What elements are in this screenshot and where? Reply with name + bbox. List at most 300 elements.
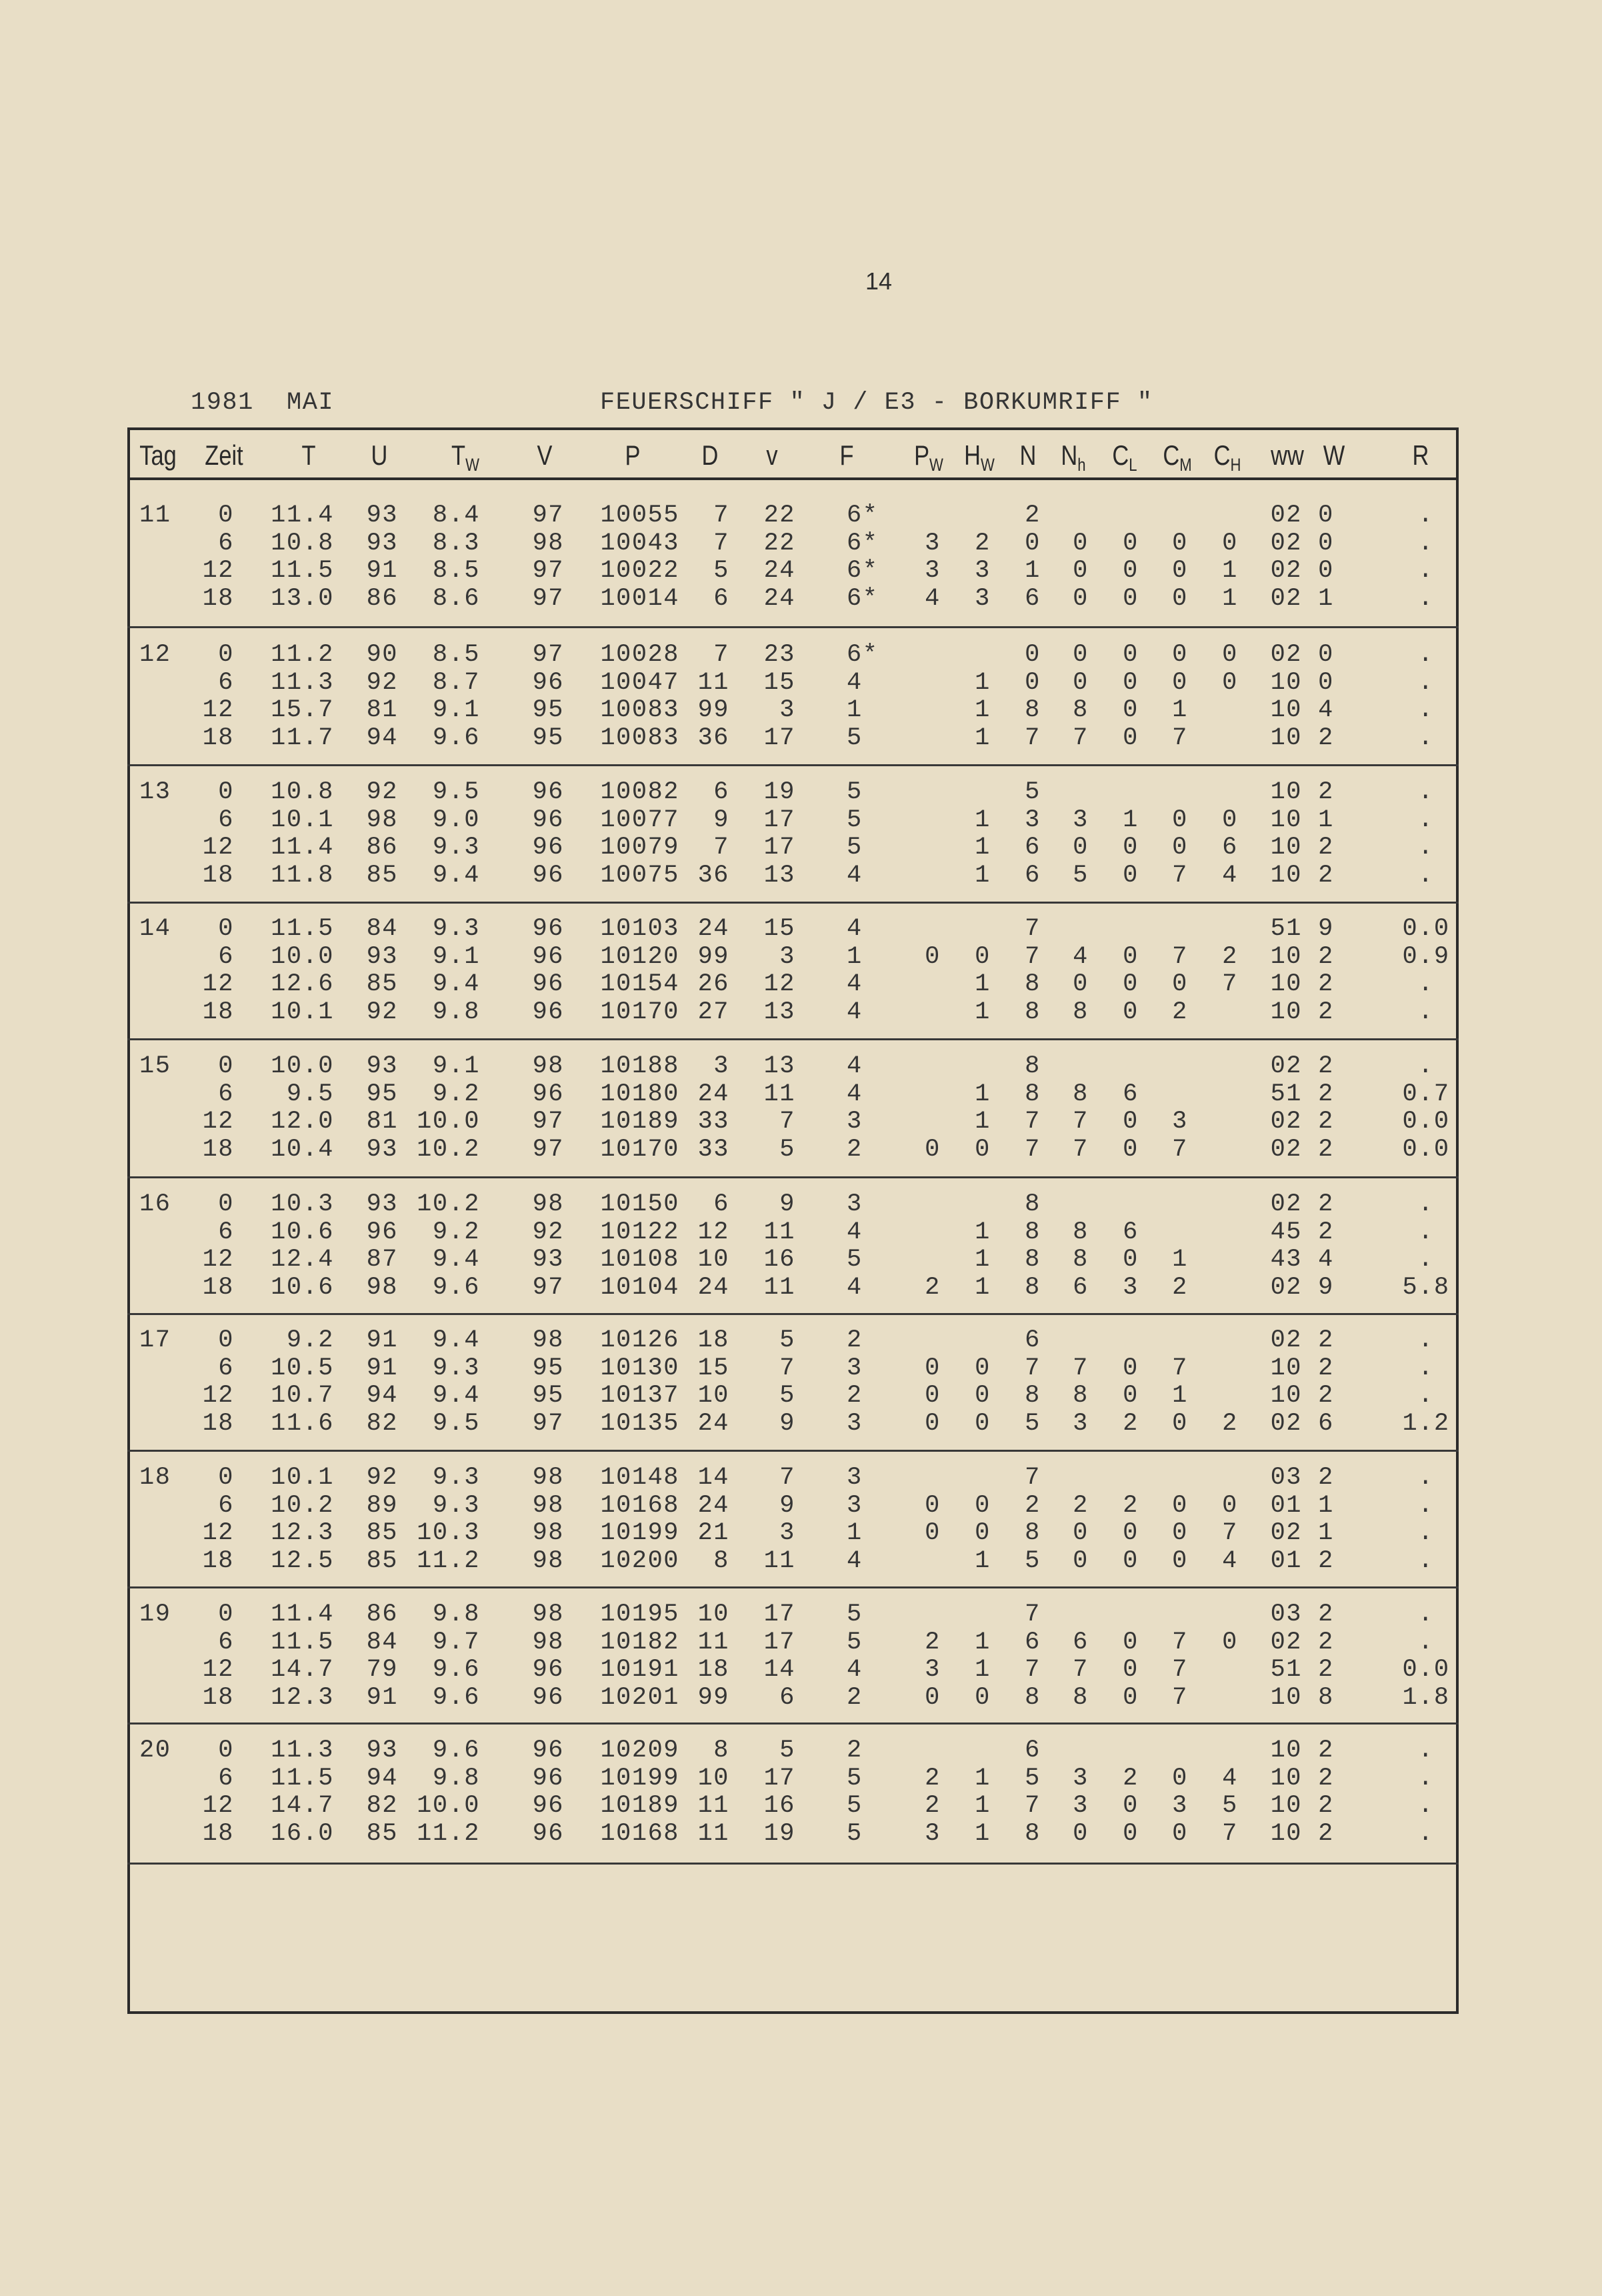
cell-cloud-type-high: 7 bbox=[1222, 970, 1238, 999]
cell-temperature: 10.1 bbox=[271, 806, 334, 834]
cell-wind-speed: 13 bbox=[763, 998, 795, 1026]
cell-humidity: 86 bbox=[366, 834, 398, 862]
cell-wind-speed: 23 bbox=[763, 641, 795, 669]
cell-wind-force: 3 bbox=[847, 1491, 863, 1520]
cell-wind-force: 4 bbox=[847, 1218, 863, 1246]
cell-cloud-cover: 7 bbox=[1025, 1354, 1041, 1382]
cell-time: 12 bbox=[202, 557, 234, 586]
cell-wind-force: 5 bbox=[847, 1792, 863, 1821]
cell-cloud-type-middle: 0 bbox=[1172, 529, 1188, 557]
cell-time: 0 bbox=[218, 641, 234, 669]
cell-temperature: 11.5 bbox=[271, 557, 334, 586]
cell-wind-direction: 99 bbox=[697, 942, 729, 971]
cell-cloud-cover: 6 bbox=[1025, 1326, 1041, 1354]
cell-low-cloud-amount: 8 bbox=[1073, 1080, 1089, 1108]
cell-wave-height: 1 bbox=[975, 1656, 991, 1684]
cell-pressure: 10200 bbox=[600, 1546, 679, 1575]
cell-precipitation: . bbox=[1418, 778, 1434, 806]
cell-precipitation: . bbox=[1418, 1600, 1434, 1628]
cell-low-cloud-amount: 7 bbox=[1073, 1656, 1089, 1684]
cell-cloud-type-low: 3 bbox=[1123, 1273, 1139, 1302]
cell-past-weather: 4 bbox=[1318, 1246, 1334, 1274]
cell-wind-direction: 7 bbox=[713, 641, 729, 669]
cell-water-temperature: 8.4 bbox=[432, 501, 480, 529]
day-label: 17 bbox=[139, 1326, 171, 1354]
cell-precipitation: . bbox=[1418, 724, 1434, 752]
cell-cloud-cover: 0 bbox=[1025, 668, 1041, 697]
cell-cloud-type-low: 0 bbox=[1123, 942, 1139, 971]
cell-wind-direction: 10 bbox=[697, 1382, 729, 1410]
cell-precipitation: 0.0 bbox=[1402, 1656, 1450, 1684]
cell-wave-period: 3 bbox=[925, 557, 941, 586]
cell-cloud-cover: 8 bbox=[1025, 1052, 1041, 1080]
cell-pressure: 10154 bbox=[600, 970, 679, 999]
day-label: 18 bbox=[139, 1464, 171, 1492]
cell-water-temperature: 9.1 bbox=[432, 1052, 480, 1080]
cell-cloud-cover: 8 bbox=[1025, 998, 1041, 1026]
cell-wave-period: 2 bbox=[925, 1792, 941, 1821]
cell-wind-direction: 6 bbox=[713, 584, 729, 613]
cell-wave-height: 1 bbox=[975, 1246, 991, 1274]
cell-time: 18 bbox=[202, 1546, 234, 1575]
cell-wind-force: 4 bbox=[847, 915, 863, 943]
cell-pressure: 10130 bbox=[600, 1354, 679, 1382]
cell-cloud-type-high: 0 bbox=[1222, 1491, 1238, 1520]
cell-wind-speed: 5 bbox=[779, 1382, 795, 1410]
cell-cloud-type-low: 0 bbox=[1123, 1246, 1139, 1274]
cell-humidity: 93 bbox=[366, 1190, 398, 1218]
cell-cloud-cover: 8 bbox=[1025, 970, 1041, 999]
cell-cloud-type-low: 0 bbox=[1123, 584, 1139, 613]
cell-pressure: 10189 bbox=[600, 1792, 679, 1821]
cell-cloud-type-high: 1 bbox=[1222, 557, 1238, 586]
cell-wave-period: 2 bbox=[925, 1764, 941, 1793]
cell-cloud-cover: 8 bbox=[1025, 1190, 1041, 1218]
cell-wind-direction: 99 bbox=[697, 696, 729, 725]
cell-present-weather: 03 bbox=[1270, 1464, 1302, 1492]
cell-time: 18 bbox=[202, 1409, 234, 1438]
cell-past-weather: 0 bbox=[1318, 668, 1334, 697]
cell-wave-height: 1 bbox=[975, 1819, 991, 1848]
cell-time: 12 bbox=[202, 970, 234, 999]
cell-humidity: 93 bbox=[366, 1737, 398, 1765]
cell-water-temperature: 9.4 bbox=[432, 970, 480, 999]
cell-pressure: 10022 bbox=[600, 557, 679, 586]
cell-wave-period: 0 bbox=[925, 1491, 941, 1520]
cell-time: 6 bbox=[218, 1764, 234, 1793]
cell-cloud-cover: 6 bbox=[1025, 1737, 1041, 1765]
cell-past-weather: 2 bbox=[1318, 1464, 1334, 1492]
cell-cloud-type-low: 6 bbox=[1123, 1218, 1139, 1246]
cell-wind-direction: 33 bbox=[697, 1135, 729, 1164]
cell-low-cloud-amount: 5 bbox=[1073, 861, 1089, 890]
cell-cloud-type-low: 0 bbox=[1123, 1546, 1139, 1575]
cell-precipitation: . bbox=[1418, 557, 1434, 586]
cell-wind-speed: 9 bbox=[779, 1409, 795, 1438]
cell-time: 6 bbox=[218, 942, 234, 971]
cell-temperature: 10.4 bbox=[271, 1135, 334, 1164]
cell-cloud-cover: 7 bbox=[1025, 915, 1041, 943]
cell-wind-direction: 11 bbox=[697, 668, 729, 697]
cell-wind-direction: 36 bbox=[697, 724, 729, 752]
cell-present-weather: 51 bbox=[1270, 1656, 1302, 1684]
cell-past-weather: 2 bbox=[1318, 1190, 1334, 1218]
cell-precipitation: 5.8 bbox=[1402, 1273, 1450, 1302]
cell-wave-period: 2 bbox=[925, 1628, 941, 1656]
cell-wind-direction: 10 bbox=[697, 1600, 729, 1628]
page-number: 14 bbox=[865, 267, 893, 295]
cell-water-temperature: 11.2 bbox=[417, 1546, 480, 1575]
cell-wave-period: 0 bbox=[925, 1382, 941, 1410]
cell-precipitation: 1.2 bbox=[1402, 1409, 1450, 1438]
cell-visibility: 96 bbox=[532, 915, 564, 943]
cell-wind-speed: 5 bbox=[779, 1326, 795, 1354]
cell-wind-speed: 22 bbox=[763, 529, 795, 557]
cell-temperature: 11.8 bbox=[271, 861, 334, 890]
cell-time: 12 bbox=[202, 1656, 234, 1684]
column-header-label: T bbox=[451, 439, 466, 471]
column-header-label: C bbox=[1213, 439, 1231, 471]
cell-cloud-type-high: 1 bbox=[1222, 584, 1238, 613]
cell-wind-force: 4 bbox=[847, 668, 863, 697]
cell-present-weather: 10 bbox=[1270, 1354, 1302, 1382]
cell-low-cloud-amount: 3 bbox=[1073, 806, 1089, 834]
cell-time: 18 bbox=[202, 584, 234, 613]
cell-wave-height: 1 bbox=[975, 1080, 991, 1108]
cell-visibility: 95 bbox=[532, 1354, 564, 1382]
cell-low-cloud-amount: 0 bbox=[1073, 1819, 1089, 1848]
cell-temperature: 11.2 bbox=[271, 641, 334, 669]
cell-visibility: 96 bbox=[532, 1737, 564, 1765]
cell-wind-direction: 24 bbox=[697, 915, 729, 943]
cell-cloud-type-middle: 7 bbox=[1172, 1135, 1188, 1164]
cell-visibility: 96 bbox=[532, 778, 564, 806]
cell-wind-speed: 19 bbox=[763, 778, 795, 806]
cell-past-weather: 2 bbox=[1318, 1546, 1334, 1575]
cell-water-temperature: 9.4 bbox=[432, 1326, 480, 1354]
cell-water-temperature: 9.6 bbox=[432, 1273, 480, 1302]
cell-cloud-type-low: 0 bbox=[1123, 998, 1139, 1026]
cell-wave-height: 1 bbox=[975, 696, 991, 725]
cell-humidity: 81 bbox=[366, 696, 398, 725]
cell-pressure: 10126 bbox=[600, 1326, 679, 1354]
cell-wind-force: 1 bbox=[847, 1519, 863, 1548]
cell-wind-speed: 9 bbox=[779, 1491, 795, 1520]
column-header-label: V bbox=[537, 439, 553, 471]
cell-temperature: 12.5 bbox=[271, 1546, 334, 1575]
cell-low-cloud-amount: 0 bbox=[1073, 1519, 1089, 1548]
cell-precipitation: 1.8 bbox=[1402, 1683, 1450, 1712]
column-header-label: v bbox=[766, 439, 778, 471]
cell-precipitation: . bbox=[1418, 668, 1434, 697]
cell-wind-direction: 10 bbox=[697, 1764, 729, 1793]
cell-present-weather: 10 bbox=[1270, 778, 1302, 806]
cell-precipitation: 0.7 bbox=[1402, 1080, 1450, 1108]
cell-visibility: 97 bbox=[532, 584, 564, 613]
cell-cloud-type-middle: 7 bbox=[1172, 724, 1188, 752]
cell-water-temperature: 9.8 bbox=[432, 998, 480, 1026]
cell-water-temperature: 10.2 bbox=[417, 1135, 480, 1164]
cell-humidity: 85 bbox=[366, 1546, 398, 1575]
cell-water-temperature: 9.1 bbox=[432, 696, 480, 725]
cell-wind-force: 5 bbox=[847, 806, 863, 834]
cell-cloud-type-middle: 2 bbox=[1172, 1273, 1188, 1302]
cell-water-temperature: 9.3 bbox=[432, 1491, 480, 1520]
cell-present-weather: 10 bbox=[1270, 696, 1302, 725]
cell-wind-speed: 7 bbox=[779, 1108, 795, 1136]
cell-wind-direction: 7 bbox=[713, 529, 729, 557]
cell-past-weather: 2 bbox=[1318, 1052, 1334, 1080]
cell-wind-direction: 24 bbox=[697, 1491, 729, 1520]
day-label: 19 bbox=[139, 1600, 171, 1628]
cell-precipitation: . bbox=[1418, 1326, 1434, 1354]
cell-present-weather: 10 bbox=[1270, 998, 1302, 1026]
cell-temperature: 11.3 bbox=[271, 1737, 334, 1765]
cell-water-temperature: 9.2 bbox=[432, 1080, 480, 1108]
cell-wave-height: 1 bbox=[975, 1792, 991, 1821]
cell-time: 6 bbox=[218, 529, 234, 557]
cell-wave-height: 3 bbox=[975, 584, 991, 613]
cell-cloud-cover: 8 bbox=[1025, 1683, 1041, 1712]
column-header-subscript: h bbox=[1077, 455, 1086, 475]
cell-visibility: 95 bbox=[532, 1382, 564, 1410]
cell-wind-force: 5 bbox=[847, 778, 863, 806]
cell-cloud-type-middle: 1 bbox=[1172, 1382, 1188, 1410]
cell-cloud-cover: 1 bbox=[1025, 557, 1041, 586]
cell-past-weather: 2 bbox=[1318, 861, 1334, 890]
cell-wind-force: 4 bbox=[847, 1656, 863, 1684]
column-header-label: U bbox=[371, 439, 388, 471]
cell-visibility: 96 bbox=[532, 970, 564, 999]
cell-precipitation: . bbox=[1418, 696, 1434, 725]
cell-cloud-type-low: 0 bbox=[1123, 529, 1139, 557]
cell-time: 18 bbox=[202, 998, 234, 1026]
cell-cloud-type-low: 0 bbox=[1123, 1656, 1139, 1684]
cell-temperature: 11.5 bbox=[271, 915, 334, 943]
cell-time: 12 bbox=[202, 696, 234, 725]
cell-present-weather: 10 bbox=[1270, 970, 1302, 999]
cell-wind-force: 6* bbox=[847, 501, 879, 529]
cell-visibility: 96 bbox=[532, 1080, 564, 1108]
cell-wind-force: 4 bbox=[847, 1546, 863, 1575]
cell-wind-direction: 15 bbox=[697, 1354, 729, 1382]
cell-wave-height: 1 bbox=[975, 861, 991, 890]
cell-water-temperature: 9.4 bbox=[432, 861, 480, 890]
cell-wind-force: 4 bbox=[847, 861, 863, 890]
cell-past-weather: 2 bbox=[1318, 1628, 1334, 1656]
cell-humidity: 91 bbox=[366, 1326, 398, 1354]
cell-wave-height: 1 bbox=[975, 1546, 991, 1575]
cell-low-cloud-amount: 7 bbox=[1073, 1354, 1089, 1382]
cell-present-weather: 10 bbox=[1270, 806, 1302, 834]
cell-visibility: 96 bbox=[532, 1656, 564, 1684]
cell-present-weather: 10 bbox=[1270, 724, 1302, 752]
cell-visibility: 96 bbox=[532, 942, 564, 971]
cell-humidity: 92 bbox=[366, 668, 398, 697]
cell-cloud-type-low: 0 bbox=[1123, 861, 1139, 890]
cell-wind-direction: 10 bbox=[697, 1246, 729, 1274]
cell-time: 18 bbox=[202, 1819, 234, 1848]
cell-water-temperature: 9.5 bbox=[432, 1409, 480, 1438]
cell-precipitation: . bbox=[1418, 861, 1434, 890]
cell-time: 6 bbox=[218, 1080, 234, 1108]
cell-wind-direction: 99 bbox=[697, 1683, 729, 1712]
cell-wind-direction: 3 bbox=[713, 1052, 729, 1080]
cell-past-weather: 2 bbox=[1318, 1764, 1334, 1793]
cell-present-weather: 02 bbox=[1270, 1409, 1302, 1438]
cell-temperature: 9.5 bbox=[286, 1080, 334, 1108]
cell-temperature: 10.2 bbox=[271, 1491, 334, 1520]
cell-wind-force: 5 bbox=[847, 1246, 863, 1274]
cell-pressure: 10201 bbox=[600, 1683, 679, 1712]
year-label: 1981 bbox=[191, 389, 254, 417]
column-header-label: N bbox=[1019, 439, 1037, 471]
cell-visibility: 96 bbox=[532, 806, 564, 834]
cell-humidity: 87 bbox=[366, 1246, 398, 1274]
cell-wind-direction: 9 bbox=[713, 806, 729, 834]
cell-present-weather: 02 bbox=[1270, 641, 1302, 669]
cell-humidity: 86 bbox=[366, 1600, 398, 1628]
cell-past-weather: 1 bbox=[1318, 1491, 1334, 1520]
cell-wind-force: 3 bbox=[847, 1190, 863, 1218]
cell-time: 18 bbox=[202, 724, 234, 752]
cell-pressure: 10082 bbox=[600, 778, 679, 806]
cell-cloud-cover: 7 bbox=[1025, 724, 1041, 752]
column-header-label: C bbox=[1112, 439, 1129, 471]
cell-cloud-cover: 8 bbox=[1025, 1519, 1041, 1548]
cell-cloud-cover: 8 bbox=[1025, 1819, 1041, 1848]
cell-visibility: 98 bbox=[532, 1546, 564, 1575]
cell-wind-speed: 14 bbox=[763, 1656, 795, 1684]
cell-precipitation: . bbox=[1418, 1819, 1434, 1848]
cell-water-temperature: 9.3 bbox=[432, 1354, 480, 1382]
cell-present-weather: 02 bbox=[1270, 529, 1302, 557]
cell-temperature: 13.0 bbox=[271, 584, 334, 613]
cell-low-cloud-amount: 0 bbox=[1073, 584, 1089, 613]
cell-cloud-cover: 2 bbox=[1025, 501, 1041, 529]
column-header-label: H bbox=[964, 439, 981, 471]
cell-humidity: 85 bbox=[366, 1819, 398, 1848]
cell-humidity: 84 bbox=[366, 915, 398, 943]
cell-time: 6 bbox=[218, 806, 234, 834]
cell-cloud-type-low: 0 bbox=[1123, 1628, 1139, 1656]
cell-cloud-cover: 7 bbox=[1025, 1792, 1041, 1821]
cell-cloud-cover: 5 bbox=[1025, 778, 1041, 806]
cell-water-temperature: 9.6 bbox=[432, 1737, 480, 1765]
cell-cloud-type-high: 0 bbox=[1222, 641, 1238, 669]
cell-water-temperature: 9.4 bbox=[432, 1382, 480, 1410]
cell-time: 12 bbox=[202, 1382, 234, 1410]
cell-past-weather: 9 bbox=[1318, 915, 1334, 943]
cell-wind-direction: 24 bbox=[697, 1273, 729, 1302]
cell-wave-height: 0 bbox=[975, 1354, 991, 1382]
cell-humidity: 93 bbox=[366, 501, 398, 529]
cell-wave-height: 0 bbox=[975, 1519, 991, 1548]
cell-wind-force: 6* bbox=[847, 557, 879, 586]
cell-cloud-cover: 5 bbox=[1025, 1409, 1041, 1438]
cell-wind-force: 2 bbox=[847, 1382, 863, 1410]
cell-cloud-type-low: 0 bbox=[1123, 1354, 1139, 1382]
cell-cloud-type-low: 2 bbox=[1123, 1491, 1139, 1520]
cell-water-temperature: 9.3 bbox=[432, 834, 480, 862]
cell-wind-force: 2 bbox=[847, 1326, 863, 1354]
cell-cloud-cover: 8 bbox=[1025, 696, 1041, 725]
cell-wind-force: 3 bbox=[847, 1108, 863, 1136]
cell-time: 0 bbox=[218, 778, 234, 806]
cell-precipitation: . bbox=[1418, 1052, 1434, 1080]
cell-humidity: 98 bbox=[366, 1273, 398, 1302]
cell-wind-force: 3 bbox=[847, 1354, 863, 1382]
cell-low-cloud-amount: 8 bbox=[1073, 998, 1089, 1026]
cell-past-weather: 2 bbox=[1318, 1108, 1334, 1136]
cell-wind-force: 1 bbox=[847, 942, 863, 971]
column-header-label: C bbox=[1163, 439, 1180, 471]
cell-humidity: 93 bbox=[366, 942, 398, 971]
cell-wind-force: 4 bbox=[847, 1273, 863, 1302]
cell-past-weather: 2 bbox=[1318, 970, 1334, 999]
cell-wave-period: 3 bbox=[925, 1819, 941, 1848]
cell-wind-direction: 21 bbox=[697, 1519, 729, 1548]
cell-low-cloud-amount: 3 bbox=[1073, 1792, 1089, 1821]
cell-pressure: 10103 bbox=[600, 915, 679, 943]
cell-cloud-type-low: 0 bbox=[1123, 668, 1139, 697]
cell-cloud-cover: 0 bbox=[1025, 641, 1041, 669]
cell-temperature: 12.3 bbox=[271, 1683, 334, 1712]
cell-cloud-type-high: 2 bbox=[1222, 942, 1238, 971]
cell-cloud-type-middle: 0 bbox=[1172, 970, 1188, 999]
cell-pressure: 10209 bbox=[600, 1737, 679, 1765]
cell-pressure: 10120 bbox=[600, 942, 679, 971]
cell-wind-direction: 18 bbox=[697, 1656, 729, 1684]
cell-wind-force: 5 bbox=[847, 1764, 863, 1793]
cell-present-weather: 02 bbox=[1270, 557, 1302, 586]
cell-temperature: 11.5 bbox=[271, 1628, 334, 1656]
cell-wind-force: 6* bbox=[847, 584, 879, 613]
cell-wind-speed: 11 bbox=[763, 1218, 795, 1246]
cell-wave-height: 1 bbox=[975, 834, 991, 862]
cell-low-cloud-amount: 0 bbox=[1073, 557, 1089, 586]
cell-present-weather: 02 bbox=[1270, 1190, 1302, 1218]
cell-cloud-cover: 8 bbox=[1025, 1080, 1041, 1108]
cell-cloud-cover: 7 bbox=[1025, 1108, 1041, 1136]
cell-visibility: 98 bbox=[532, 1600, 564, 1628]
cell-wind-speed: 16 bbox=[763, 1792, 795, 1821]
cell-pressure: 10199 bbox=[600, 1519, 679, 1548]
cell-wind-force: 4 bbox=[847, 970, 863, 999]
cell-humidity: 96 bbox=[366, 1218, 398, 1246]
cell-water-temperature: 9.6 bbox=[432, 1656, 480, 1684]
cell-present-weather: 02 bbox=[1270, 1519, 1302, 1548]
cell-visibility: 97 bbox=[532, 1135, 564, 1164]
cell-cloud-type-middle: 3 bbox=[1172, 1792, 1188, 1821]
cell-wind-direction: 6 bbox=[713, 778, 729, 806]
cell-precipitation: . bbox=[1418, 1519, 1434, 1548]
cell-wind-force: 2 bbox=[847, 1683, 863, 1712]
cell-cloud-type-high: 7 bbox=[1222, 1819, 1238, 1848]
column-header-subscript: H bbox=[1230, 455, 1241, 475]
column-header-subscript: W bbox=[929, 455, 943, 475]
cell-cloud-type-middle: 7 bbox=[1172, 1628, 1188, 1656]
cell-wave-height: 1 bbox=[975, 970, 991, 999]
cell-water-temperature: 9.5 bbox=[432, 778, 480, 806]
cell-temperature: 12.3 bbox=[271, 1519, 334, 1548]
cell-past-weather: 2 bbox=[1318, 942, 1334, 971]
cell-wind-direction: 33 bbox=[697, 1108, 729, 1136]
cell-cloud-type-low: 0 bbox=[1123, 1135, 1139, 1164]
cell-visibility: 98 bbox=[532, 1326, 564, 1354]
cell-temperature: 10.1 bbox=[271, 998, 334, 1026]
cell-cloud-type-middle: 0 bbox=[1172, 1519, 1188, 1548]
